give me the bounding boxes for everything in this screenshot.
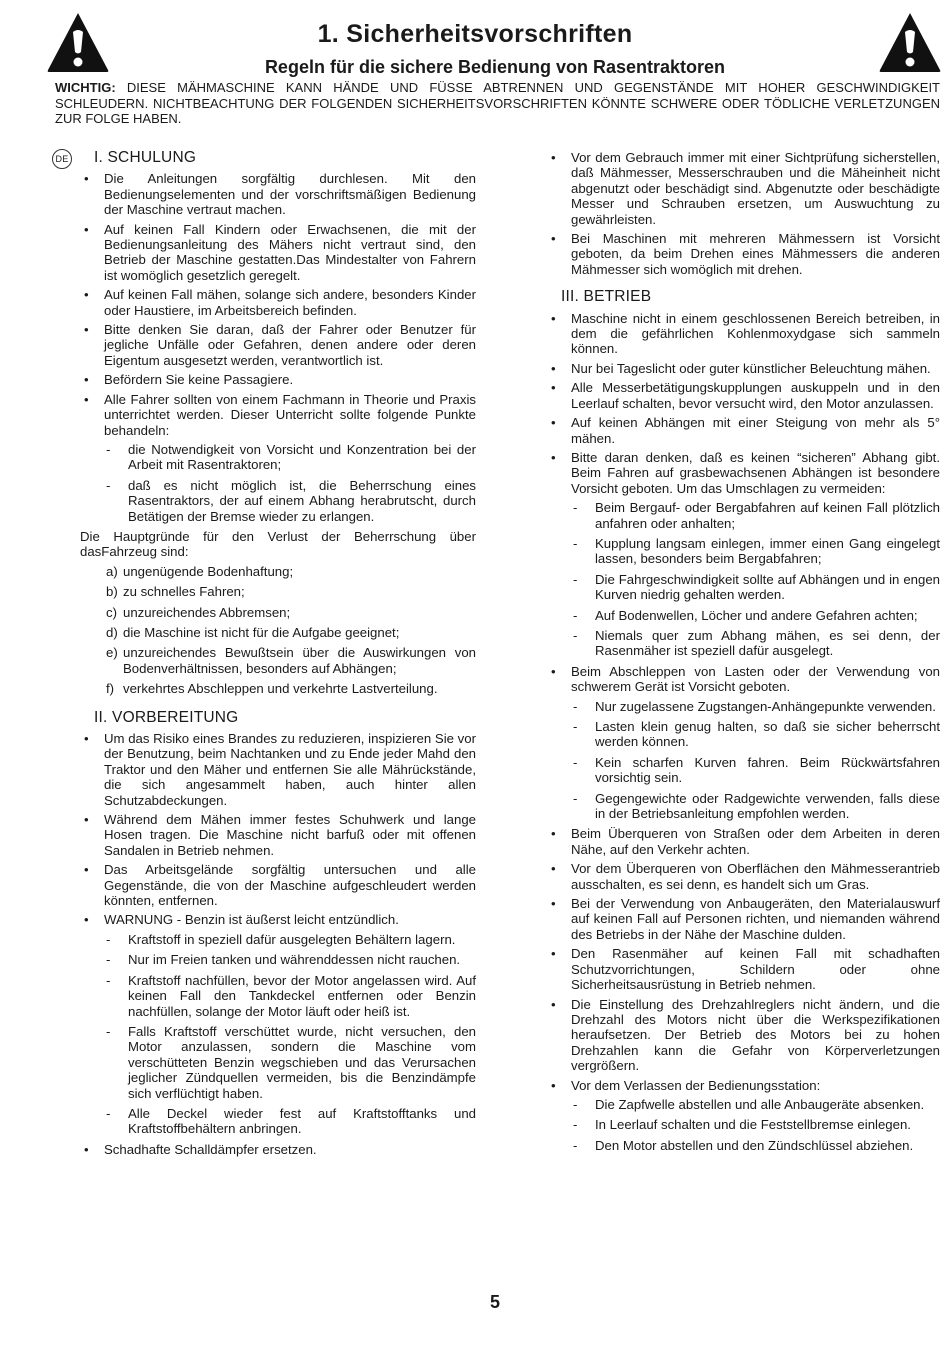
right-column xyxy=(545,150,940,1158)
page-number: 5 xyxy=(489,1292,500,1312)
list-item: • Beim Überqueren von Straßen oder dem Arbeiten in deren Nähe, auf den Verkehr achten. xyxy=(551,826,940,857)
dash-item: - In Leerlauf schalten und die Feststellbremse einlegen. xyxy=(573,1117,911,1133)
dash-item: - Den Motor abstellen und den Zündschlüssel abziehen. xyxy=(573,1137,914,1153)
list-item: • Befördern Sie keine Passagiere. xyxy=(84,372,294,388)
list-item: • Maschine nicht in einem geschlossenen Bereich betreiben, in dem die gefährlichen Kohlenmoxydgase sich sammeln können. xyxy=(551,310,940,357)
dash-item: - Gegengewichte oder Radgewichte verwenden, falls diese in der Betriebsanleitung empfohlen werden. xyxy=(573,790,940,822)
list-item: • Den Rasenmäher auf keinen Fall mit schadhaften Schutzvorrichtungen, Schildern oder ohne Sicherheitsausrüstung in Betrieb nehmen. xyxy=(551,946,940,993)
dash-item: - Niemals quer zum Abhang mähen, es sei denn, der Rasenmäher ist speziell dafür ausgelegt. xyxy=(573,627,940,659)
bullet-list xyxy=(545,150,940,277)
list-item: • Bitte daran denken, daß es keinen “sicheren” Abhang gibt. Beim Fahren auf grasbewachsenen Abhängen ist besondere Vorsicht geboten. Um das Umschlagen zu vermeiden: - Beim Bergauf- oder Bergabfahren auf keinen Fall plötzlich anfahren oder anhalten; - Kupplung langsam einlegen, immer einen Gang eingelegt lassen, besonders beim Bergabfahren; - Die Fahrgeschwindigkeit sollte auf Abhängen und in engen Kurven niedrig gehalten werden. - Auf Bodenwellen, Löcher und andere Gefahren achten; - Niemals quer zum Abhang mähen, es sei denn, der Rasenmäher ist speziell dafür ausgelegt. xyxy=(551,449,940,659)
bullet-list xyxy=(78,731,476,1157)
dash-list xyxy=(571,1097,940,1153)
list-item: c) unzureichendes Abbremsen; xyxy=(106,604,291,620)
list-item: f) verkehrtes Abschleppen und verkehrte Lastverteilung. xyxy=(106,681,438,697)
list-item: • Während dem Mähen immer festes Schuhwerk und lange Hosen tragen. Die Maschine nicht barfuß oder mit offenen Sandalen in Betrieb nehmen. xyxy=(84,812,476,858)
dash-item: - Lasten klein genug halten, so daß sie sicher beherrscht werden können. xyxy=(573,719,940,750)
list-item: • Die Einstellung des Drehzahlreglers nicht ändern, und die Drehzahl des Motors nicht über die Werkspezifikationen heraufsetzen. Der Betrieb des Motors bei zu hohen Drehzahlen kann die Gefahr von Körperverletzungen vergrößern. xyxy=(551,996,940,1074)
dash-list xyxy=(571,699,940,822)
warning-label: WICHTIG: xyxy=(55,80,116,95)
dash-item: - daß es nicht möglich ist, die Beherrschung eines Rasentraktors, der auf einem Abhang herabrutscht, durch Betätigen der Bremse wieder zu erlangen. xyxy=(106,477,476,524)
dash-item: - Kraftstoff in speziell dafür ausgelegten Behältern lagern. xyxy=(106,931,456,947)
list-item: • WARNUNG - Benzin ist äußerst leicht entzündlich. - Kraftstoff in speziell dafür ausgelegten Behältern lagern. - Nur im Freien tanken und währenddessen nicht rauchen. - Kraftstoff nachfüllen, bevor der Motor angelassen wird. Auf keinen Fall den Tankdeckel entfernen oder Benzin nachfüllen, solange der Motor läuft oder heiß ist. - Falls Kraftstoff verschüttet wurde, nicht versuchen, den Motor anzulassen, sondern die Maschine vom verschütteten Benzin wegschieben und das Verursachen jeglicher Zündquellen vermeiden, bis die Benzindämpfe sich verflüchtigt haben. - Alle Deckel wieder fest auf Kraftstofftanks und Kraftstoffbehältern anbringen. xyxy=(84,912,476,1137)
list-item: • Schadhafte Schalldämpfer ersetzen. xyxy=(84,1141,317,1157)
section-heading-vorbereitung: II. VORBEREITUNG xyxy=(94,708,239,726)
dash-item: - Nur zugelassene Zugstangen-Anhängepunkte verwenden. xyxy=(573,698,936,714)
list-item: d) die Maschine ist nicht für die Aufgabe geeignet; xyxy=(106,624,400,640)
section-heading-betrieb: III. BETRIEB xyxy=(561,288,652,306)
section-heading-schulung xyxy=(55,149,476,166)
dash-item: - Auf Bodenwellen, Löcher und andere Gefahren achten; xyxy=(573,607,918,623)
lettered-list xyxy=(78,564,476,697)
list-item: e) unzureichendes Bewußtsein über die Auswirkungen von Bodenverhältnissen, besonders auf Abhängen; xyxy=(106,645,476,676)
bullet-list xyxy=(78,171,476,524)
list-item: • Beim Abschleppen von Lasten oder der Verwendung von schwerem Gerät ist Vorsicht geboten. - Nur zugelassene Zugstangen-Anhängepunkte verwenden. - Lasten klein genug halten, so daß sie sicher beherrscht werden können. - Kein scharfen Kurven fahren. Beim Rückwärtsfahren vorsichtig sein. - Gegengewichte oder Radgewichte verwenden, falls diese in der Betriebsanleitung empfohlen werden. xyxy=(551,663,940,822)
dash-item: - Beim Bergauf- oder Bergabfahren auf keinen Fall plötzlich anfahren oder anhalten; xyxy=(573,500,940,531)
list-item: • Das Arbeitsgelände sorgfältig untersuchen und alle Gegenstände, die von der Maschine aufgeschleudert werden könnten, entfernen. xyxy=(84,862,476,909)
section-title: I. SCHULUNG xyxy=(94,149,197,166)
list-item: • Auf keinen Abhängen mit einer Steigung von mehr als 5° mähen. xyxy=(551,415,940,446)
dash-list xyxy=(104,442,476,524)
list-item: • Alle Messerbetätigungskupplungen auskuppeln und in den Leerlauf schalten, bevor versucht wird, den Motor anzulassen. xyxy=(551,380,940,411)
dash-item: - Nur im Freien tanken und währenddessen nicht rauchen. xyxy=(106,952,461,968)
dash-item: - Alle Deckel wieder fest auf Kraftstofftanks und Kraftstoffbehältern anbringen. xyxy=(106,1105,476,1137)
dash-item: - Die Fahrgeschwindigkeit sollte auf Abhängen und in engen Kurven niedrig gehalten werden. xyxy=(573,571,940,603)
dash-item: - Kraftstoff nachfüllen, bevor der Motor angelassen wird. Auf keinen Fall den Tankdeckel entfernen oder Benzin nachfüllen, solange der Motor läuft oder heiß ist. xyxy=(106,972,476,1019)
warning-text: DIESE MÄHMASCHINE KANN HÄNDE UND FÜSSE ABTRENNEN UND GEGENSTÄNDE MIT HOHER GESCHWINDIGKEIT SCHLEUDERN. NICHTBEACHTUNG DER FOLGENDEN SICHERHEITSVORSCHRIFTEN KÖNNTE SCHWERE ODER TÖDLICHE VERLETZUNGEN ZUR FOLGE HABEN. xyxy=(55,80,940,126)
list-item: • Bitte denken Sie daran, daß der Fahrer oder Benutzer für jegliche Unfälle oder Gefahren, denen andere oder deren Eigentum ausgesetzt werden, verantwortlich ist. xyxy=(84,322,476,368)
list-item: • Vor dem Überqueren von Oberflächen den Mähmesserantrieb ausschalten, es sei denn, es handelt sich um Gras. xyxy=(551,861,940,892)
dash-item: - Die Zapfwelle abstellen und alle Anbaugeräte absenken. xyxy=(573,1096,925,1112)
dash-list xyxy=(571,500,940,659)
language-badge: DE xyxy=(52,149,72,169)
dash-item: - Falls Kraftstoff verschüttet wurde, nicht versuchen, den Motor anzulassen, sondern die Maschine vom verschütteten Benzin wegschieben und das Verursachen jeglicher Zündquellen vermeiden, bis die Benzindämpfe sich verflüchtigt haben. xyxy=(106,1023,476,1101)
bullet-list xyxy=(545,311,940,1154)
page-title: 1. Sicherheitsvorschriften xyxy=(317,20,633,48)
dash-item: - die Notwendigkeit von Vorsicht und Konzentration bei der Arbeit mit Rasentraktoren; xyxy=(106,441,476,473)
paragraph: Die Hauptgründe für den Verlust der Beherrschung über dasFahrzeug sind: xyxy=(80,528,476,560)
warning-intro xyxy=(55,80,940,127)
list-item: • Die Anleitungen sorgfältig durchlesen. Mit den Bedienungselementen und der vorschriftsmäßigen Bedienung der Maschine vertraut machen. xyxy=(84,171,476,218)
list-item: • Nur bei Tageslicht oder guter künstlicher Beleuchtung mähen. xyxy=(551,360,931,376)
left-column xyxy=(55,149,476,1161)
list-item: • Vor dem Gebrauch immer mit einer Sichtprüfung sicherstellen, daß Mähmesser, Messerschrauben und die Mäheinheit nicht abgenutzt oder beschädigt sind. Abgenutzte oder beschädigte Messer und Schrauben ersetzen, um Auswuchtung zu gewährleisten. xyxy=(551,150,940,227)
dash-item: - Kein scharfen Kurven fahren. Beim Rückwärtsfahren vorsichtig sein. xyxy=(573,754,940,786)
list-item: • Alle Fahrer sollten von einem Fachmann in Theorie und Praxis unterrichtet werden. Dieser Unterricht sollte folgende Punkte behandeln: - die Notwendigkeit von Vorsicht und Konzentration bei der Arbeit mit Rasentraktoren; - daß es nicht möglich ist, die Beherrschung eines Rasentraktors, der auf einem Abhang herabrutscht, durch Betätigen der Bremse wieder zu erlangen. xyxy=(84,391,476,524)
list-item: • Auf keinen Fall mähen, solange sich andere, besonders Kinder oder Haustiere, im Arbeitsbereich befinden. xyxy=(84,287,476,318)
list-item: • Auf keinen Fall Kindern oder Erwachsenen, die mit der Bedienungsanleitung des Mähers nicht vertraut sind, den Betrieb der Maschine gestatten.Das Mindestalter von Fahrern ist womöglich gesetzlich geregelt. xyxy=(84,221,476,283)
dash-item: - Kupplung langsam einlegen, immer einen Gang eingelegt lassen, besonders beim Bergabfahren; xyxy=(573,535,940,567)
list-item: • Bei Maschinen mit mehreren Mähmessern ist Vorsicht geboten, da beim Drehen eines Mähmessers die anderen Mähmesser sich womöglich mit drehen. xyxy=(551,231,940,277)
list-item: • Um das Risiko eines Brandes zu reduzieren, inspizieren Sie vor der Benutzung, beim Nachtanken und zu Ende jeder Mahd den Traktor und den Mäher und entfernen Sie alle Mährückstände, die sich angesammelt haben, auch hinter allen Schutzabdeckungen. xyxy=(84,731,476,808)
list-item: b) zu schnelles Fahren; xyxy=(106,584,245,600)
list-item: • Bei der Verwendung von Anbaugeräten, den Materialauswurf auf keinen Fall auf Personen richten, und niemanden während des Betriebs in der Nähe der Maschine dulden. xyxy=(551,896,940,942)
list-item: • Vor dem Verlassen der Bedienungsstation: - Die Zapfwelle abstellen und alle Anbaugeräte absenken. - In Leerlauf schalten und die Feststellbremse einlegen. - Den Motor abstellen und den Zündschlüssel abziehen. xyxy=(545,1078,940,1154)
page-subtitle: Regeln für die sichere Bedienung von Rasentraktoren xyxy=(264,57,726,77)
list-item: a) ungenügende Bodenhaftung; xyxy=(106,563,294,579)
dash-list xyxy=(104,932,476,1137)
